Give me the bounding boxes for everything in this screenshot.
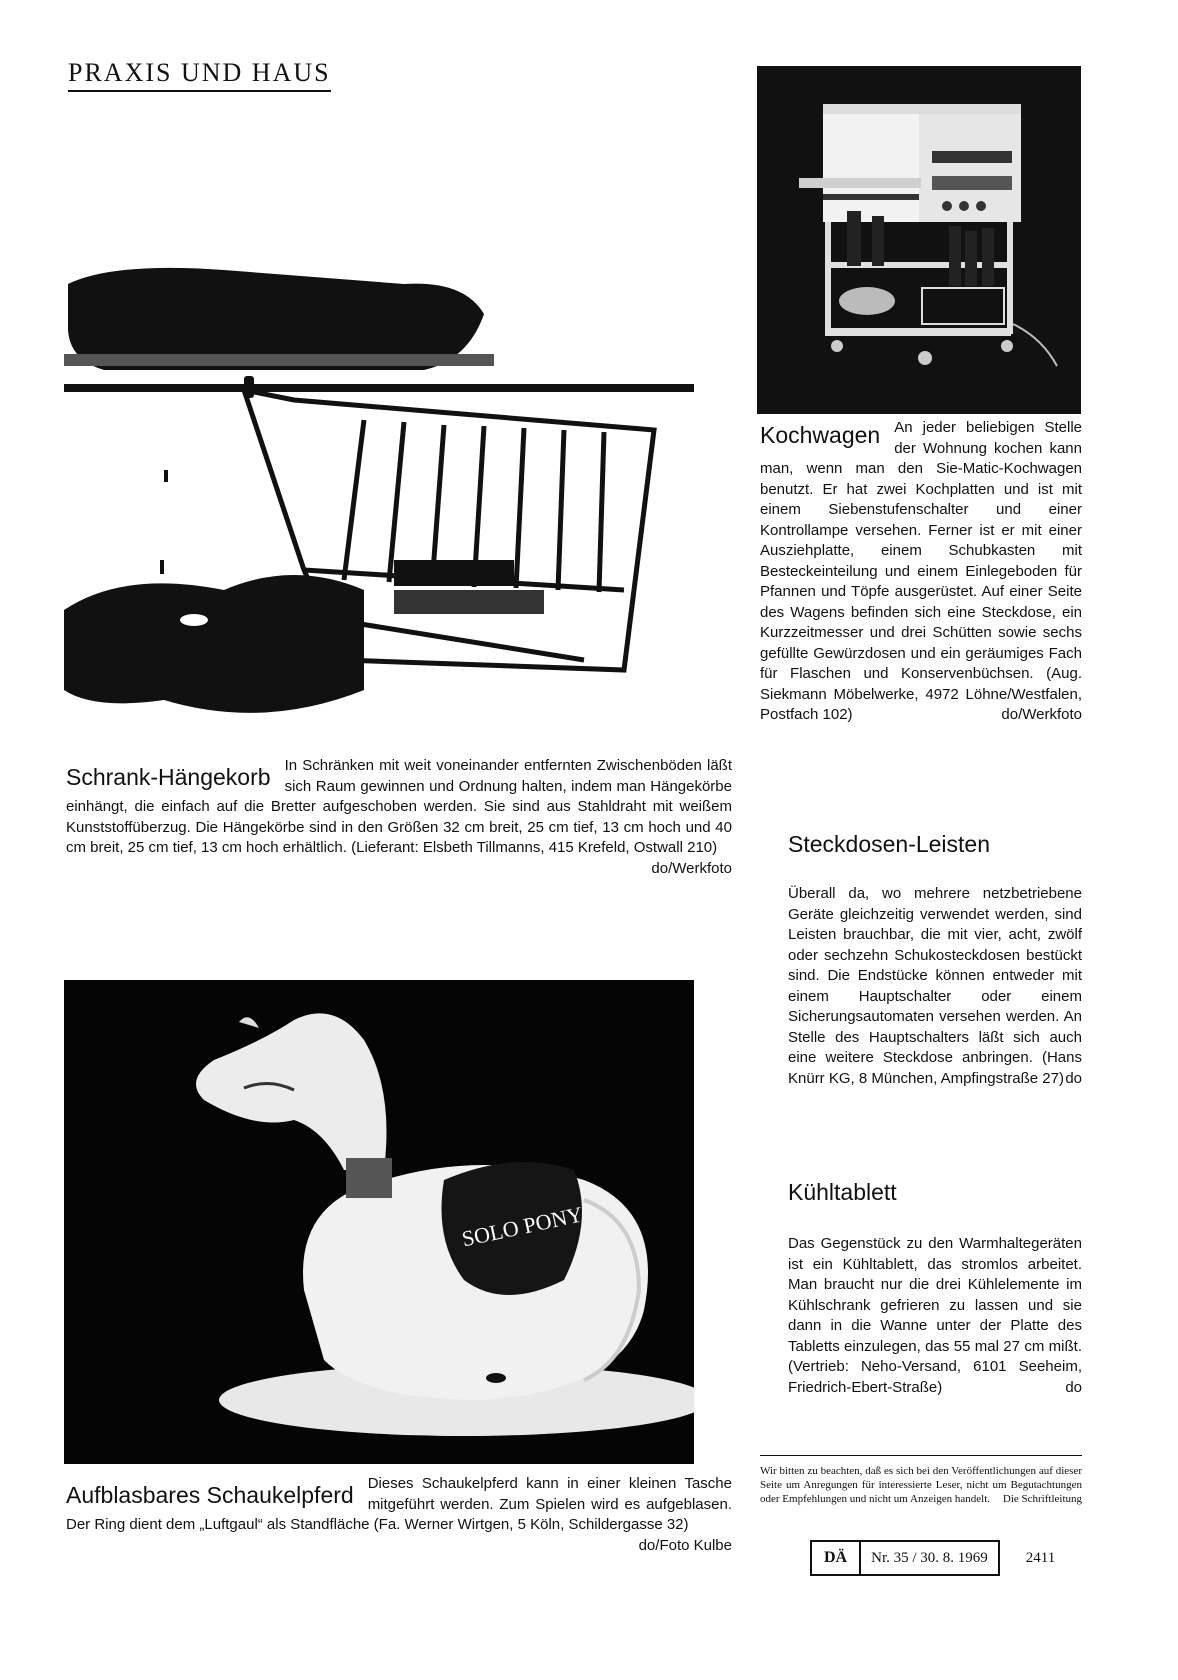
kuehltablett-heading: Kühltablett bbox=[788, 1179, 897, 1205]
schaukelpferd-photo bbox=[64, 980, 694, 1464]
pony-logo-text: SOLO PONY bbox=[459, 1201, 585, 1252]
haengekorb-body bbox=[66, 756, 732, 877]
kochwagen-credit: do/Werkfoto bbox=[1001, 706, 1082, 723]
steckdosen-body bbox=[788, 884, 1082, 1089]
haengekorb-credit: do/Werkfoto bbox=[651, 859, 732, 877]
footer-logo: DÄ bbox=[812, 1542, 861, 1574]
footer-box bbox=[810, 1540, 1000, 1576]
kochwagen-heading: Kochwagen bbox=[760, 422, 881, 448]
schaukelpferd-article bbox=[66, 1474, 732, 1556]
schaukelpferd-credit: do/Foto Kulbe bbox=[638, 1536, 732, 1554]
kuehltablett-text: Das Gegenstück zu den Warmhaltegeräten ist ein Kühltablett, das stromlos arbeitet. Man braucht nur die drei Kühlelemente im Kühlschrank gefrieren zu lassen und sie dann in die Wanne unter der Platte des Tabletts einzulegen, das 55 mal 27 cm mißt. (Vertrieb: Neho-Versand, 6101 Seeheim, Friedrich-Ebert-Straße) bbox=[788, 1235, 1082, 1396]
haengekorb-article bbox=[66, 756, 732, 879]
schaukelpferd-heading: Aufblasbares Schaukelpferd bbox=[66, 1482, 354, 1508]
notice-text: Wir bitten zu beachten, daß es sich bei den Veröffentlichungen auf dieser Seite um Anregungen für interessierte Leser, nicht um Begutachtungen oder Empfehlungen und nicht um Anzeigen handelt. bbox=[760, 1465, 1082, 1505]
section-title: PRAXIS UND HAUS bbox=[68, 58, 331, 92]
haengekorb-text: In Schränken mit weit voneinander entfernten Zwischenböden läßt sich Raum gewinnen und Ordnung halten, indem man Hängekörbe einhängt, die einfach auf die Bretter aufgeschoben werden. Sie sind aus Stahldraht mit weißem Kunststoffüberzug. Die Hängekörbe sind in den Größen 32 cm breit, 25 cm tief, 13 cm hoch und 40 cm breit, 25 cm tief, 13 cm hoch erhältlich. (Lieferant: Elsbeth Tillmanns, 415 Krefeld, Ostwall 210) bbox=[66, 757, 732, 856]
page-number: 2411 bbox=[1025, 1549, 1056, 1566]
kuehltablett-credit: do bbox=[1065, 1378, 1082, 1396]
kochwagen-body bbox=[760, 418, 1082, 726]
footer bbox=[810, 1540, 1055, 1576]
steckdosen-text: Überall da, wo mehrere netzbetriebene Geräte gleichzeitig verwendet werden, sind Leisten brauchbar, die mit vier, acht, zwölf oder sechzehn Schukosteckdosen bestückt sind. Die Endstücke können entweder mit einem Hauptschalter oder einem Sicherungsautomaten versehen werden. An Stelle des Hauptschalters läßt sich auch eine weitere Steckdose anbringen. (Hans Knürr KG, 8 München, Ampfingstraße 27) bbox=[788, 885, 1082, 1087]
notice-divider bbox=[760, 1455, 1082, 1456]
steckdosen-credit: do bbox=[1065, 1069, 1082, 1087]
haengekorb-heading: Schrank-Hängekorb bbox=[66, 764, 271, 790]
footer-issue: Nr. 35 / 30. 8. 1969 bbox=[871, 1550, 988, 1566]
kochwagen-article bbox=[760, 418, 1082, 726]
kochwagen-text: An jeder beliebigen Stelle der Wohnung kochen kann man, wenn man den Sie-Matic-Kochwagen benutzt. Er hat zwei Kochplatten und ist mit einem Siebenstufenschalter und einer Kontrollampe versehen. Ferner ist er mit einer Ausziehplatte, einem Schubkasten mit Besteckeinteilung und einem Einlegeboden für Pfannen und Töpfe ausgerüstet. Auf einer Seite des Wagens befinden sich eine Steckdose, ein Kurzzeitmesser und drei Schütten sowie sechs gefüllte Gewürzdosen und ein geräumiges Fach für Flaschen und Konservenbüchsen. (Aug. Siekmann Möbelwerke, 4972 Löhne/Westfalen, Postfach 102) bbox=[760, 419, 1082, 723]
schaukelpferd-text: Dieses Schaukelpferd kann in einer kleinen Tasche mitgeführt werden. Zum Spielen wird es aufgeblasen. Der Ring dient dem „Luftgaul“ als Standfläche (Fa. Werner Wirtgen, 5 Köln, Schildergasse 32) bbox=[66, 1475, 732, 1533]
notice-signature: Die Schriftleitung bbox=[1002, 1493, 1082, 1505]
haengekorb-photo bbox=[64, 260, 694, 746]
editorial-notice bbox=[760, 1464, 1082, 1506]
schaukelpferd-body bbox=[66, 1474, 732, 1554]
steckdosen-heading: Steckdosen-Leisten bbox=[788, 831, 991, 857]
kuehltablett-body bbox=[788, 1234, 1082, 1398]
kochwagen-photo bbox=[757, 66, 1081, 414]
